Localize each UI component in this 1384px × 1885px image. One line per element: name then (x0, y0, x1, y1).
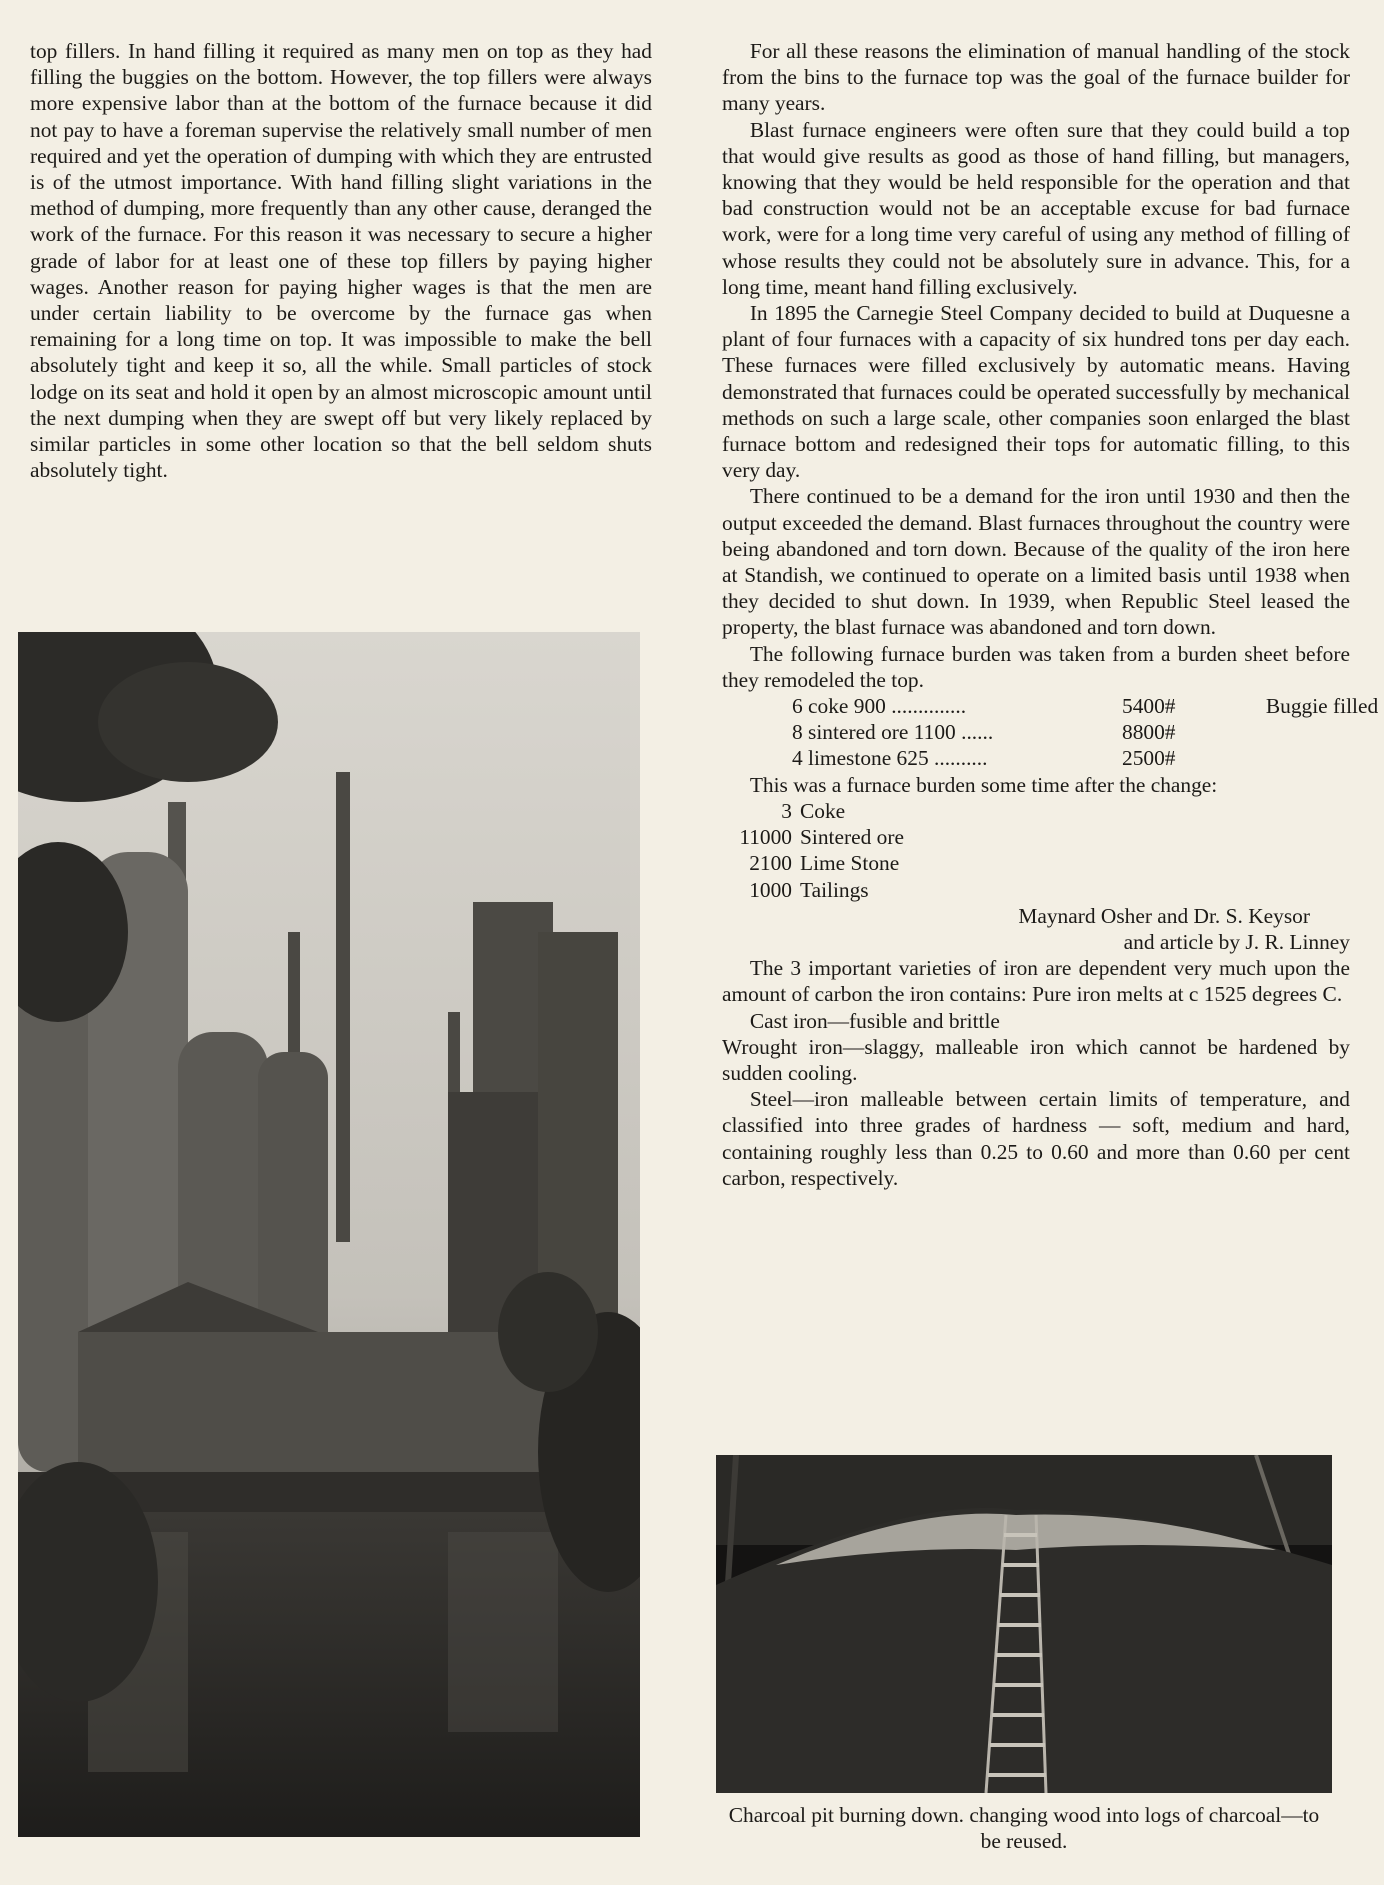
burden-qty: 5400# (1122, 694, 1176, 719)
paragraph: Steel—iron malleable between certain limits of temperature, and classified into three grades of hardness — soft, medium and hard, containing roughly less than 0.25 to 0.60 and more than 0.60 per cent carbon, respectively. (722, 1087, 1350, 1190)
burden-item: 8 sintered ore 1100 ...... (792, 720, 994, 745)
burden-after-label: Sintered ore (800, 825, 904, 850)
right-text-column (722, 38, 1379, 1191)
burden-after-label: Tailings (800, 877, 869, 902)
paragraph: Wrought iron—slaggy, malleable iron which cannot be hardened by sudden cooling. (722, 1034, 1350, 1085)
burden-after-row (722, 877, 1350, 903)
left-text-column (30, 38, 652, 483)
source-credit (722, 903, 1350, 955)
paragraph: In 1895 the Carnegie Steel Company decided to build at Duquesne a plant of four furnaces with a capacity of six hundred tons per day each. These furnaces were filled exclusively by automatic means. Having demonstrated that furnaces could be operated successfully by mechanical methods on such a large scale, other companies soon enlarged the blast furnace bottom and redesigned their tops for automatic filling, to this very day. (722, 301, 1350, 483)
burden-after-amount: 2100 (749, 851, 792, 876)
burden-after-row (722, 850, 1350, 876)
paragraph: Cast iron—fusible and brittle (749, 1008, 1000, 1033)
burden-qty: 2500# (1122, 746, 1176, 771)
paragraph: This was a furnace burden some time after the change: (749, 772, 1218, 797)
burden-after-amount: 3 (781, 798, 792, 823)
paragraph: The 3 important varieties of iron are dependent very much upon the amount of carbon the iron contains: Pure iron melts at c 1525 degrees C. (722, 956, 1350, 1007)
buggie-filled-note: Buggie filled (1265, 694, 1379, 719)
burden-after-row (722, 798, 1350, 824)
burden-after-table (722, 798, 1350, 903)
charcoal-pit-photo (716, 1455, 1332, 1793)
burden-after-amount: 1000 (749, 877, 792, 902)
burden-item: 6 coke 900 .............. (792, 694, 967, 719)
blast-furnace-photo (18, 632, 640, 1837)
burden-after-row (722, 824, 1350, 850)
burden-qty: 8800# (1122, 720, 1176, 745)
burden-row (792, 719, 1350, 745)
paragraph: For all these reasons the elimination of manual handling of the stock from the bins to the furnace top was the goal of the furnace builder for many years. (722, 39, 1350, 116)
paragraph: There continued to be a demand for the iron until 1930 and then the output exceeded the demand. Blast furnaces throughout the country were being abandoned and torn down. Because of the quality of the iron here at Standish, we continued to operate on a limited basis until 1938 when they decided to shut down. In 1939, when Republic Steel leased the property, the blast furnace was abandoned and torn down. (722, 484, 1350, 640)
paragraph: Blast furnace engineers were often sure that they could build a top that would give results as good as those of hand filling, but managers, knowing that they would be held responsible for the operation and that bad construction would not be an acceptable excuse for bad furnace work, were for a long time very careful of using any method of filling of whose results they could not be absolutely sure in advance. This, for a long time, meant hand filling exclusively. (722, 117, 1350, 299)
burden-after-label: Lime Stone (800, 851, 900, 876)
burden-before-table (792, 693, 1379, 772)
credit-line: Maynard Osher and Dr. S. Keysor (1018, 903, 1310, 928)
burden-after-label: Coke (800, 798, 846, 823)
burden-item: 4 limestone 625 .......... (792, 746, 988, 771)
paragraph: The following furnace burden was taken from a burden sheet before they remodeled the top. (722, 641, 1350, 692)
photo-caption: Charcoal pit burning down. changing wood into logs of charcoal—to be reused. (728, 1803, 1320, 1853)
paragraph: top fillers. In hand filling it required as many men on top as they had filling the buggies on the bottom. However, the top fillers were always more expensive labor than at the bottom of the furnace because it did not pay to have a foreman supervise the relatively small number of men required and yet the operation of dumping with which they are entrusted is of the utmost importance. With hand filling slight variations in the method of dumping, more frequently than any other cause, deranged the work of the furnace. For this reason it was necessary to secure a higher grade of labor for at least one of these top fillers by paying higher wages. Another reason for paying higher wages is that the men are under certain liability to be overcome by the furnace gas when remaining for a long time on top. It was impossible to make the bell absolutely tight and keep it so, all the while. Small particles of stock lodge on its seat and hold it open by an almost microscopic amount until the next dumping when they are swept off but very likely replaced by similar particles in some other location so that the bell seldom shuts absolutely tight. (30, 39, 652, 483)
burden-after-amount: 11000 (739, 825, 792, 850)
credit-line: and article by J. R. Linney (1123, 929, 1350, 954)
burden-row (792, 745, 1350, 771)
